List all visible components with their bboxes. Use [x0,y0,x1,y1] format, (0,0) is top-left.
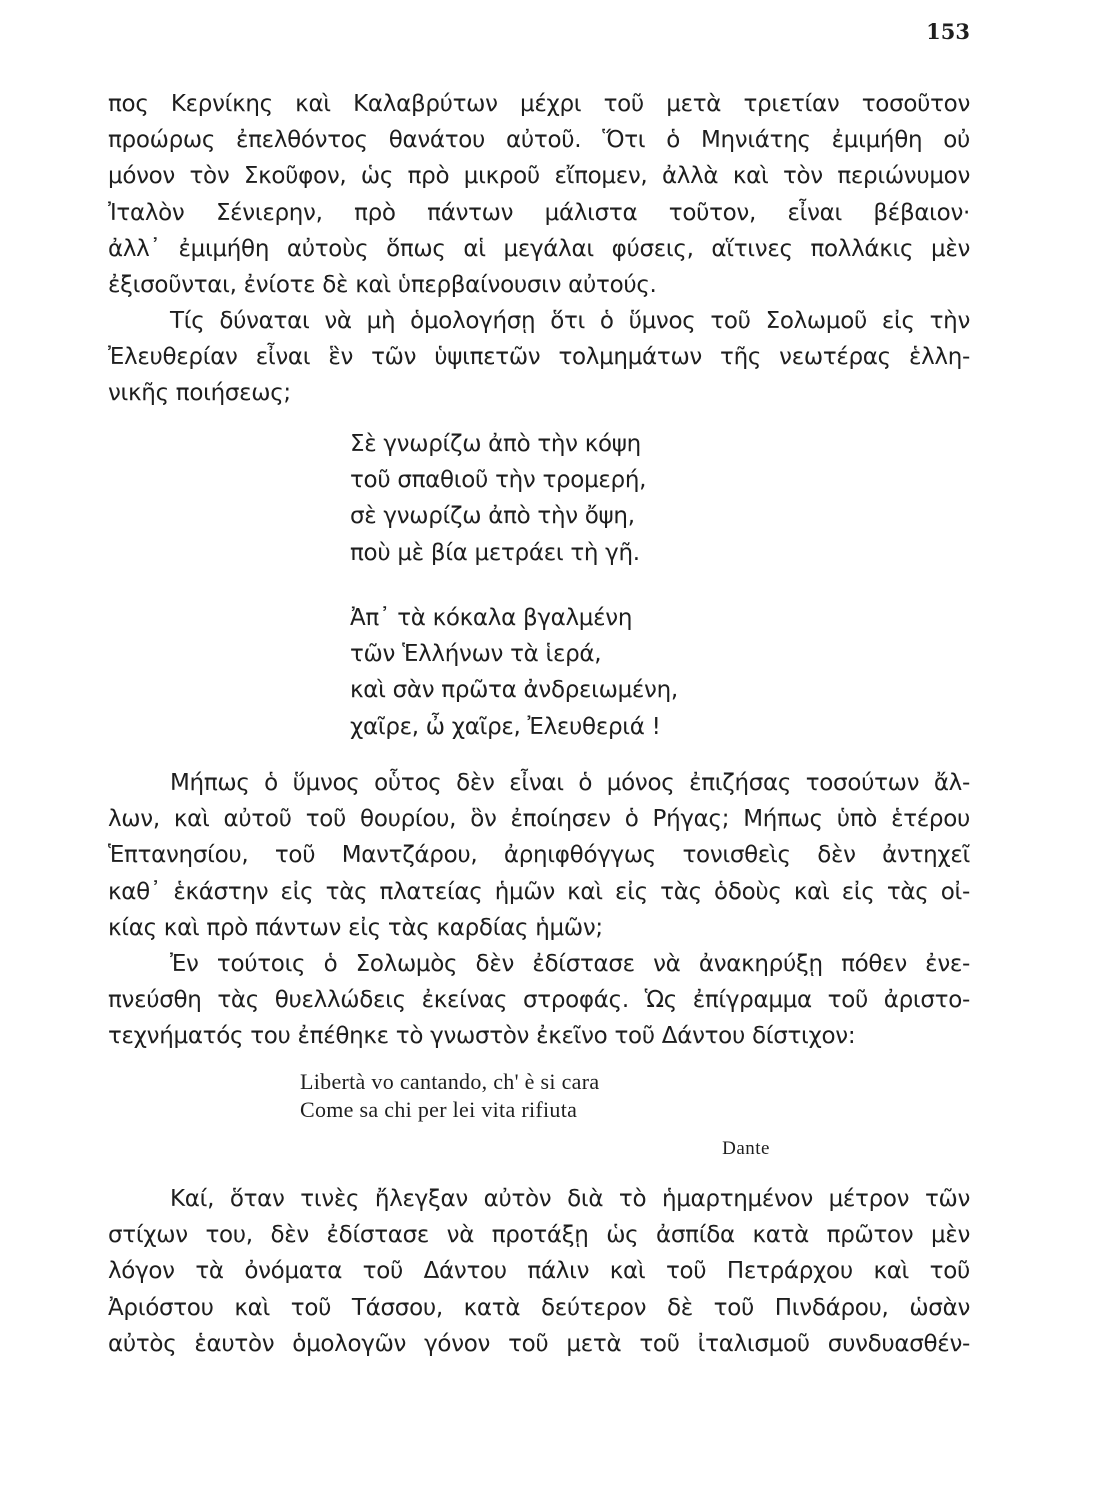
poem-line: σὲ γνωρίζω ἀπὸ τὴν ὄψη, [350,503,635,530]
paragraph-5 [108,1181,970,1362]
poem-line: καὶ σὰν πρῶτα ἀνδρειωμένη, [350,677,678,704]
paragraph-line: αὐτὸς ἑαυτὸν ὁμολογῶν γόνον τοῦ μετὰ τοῦ ἰταλισμοῦ συνδυασθέν- [108,1330,970,1357]
paragraph-line: στίχων του, δὲν ἐδίστασε νὰ προτάξῃ ὡς ἀσπίδα κατὰ πρῶτον μὲν [108,1222,970,1249]
paragraph-line: λόγον τὰ ὀνόματα τοῦ Δάντου πάλιν καὶ τοῦ Πετράρχου καὶ τοῦ [108,1258,970,1285]
paragraph-line: Μήπως ὁ ὕμνος οὗτος δὲν εἶναι ὁ μόνος ἐπιζήσας τοσούτων ἄλ- [170,770,970,796]
paragraph-line: ἀλλ᾽ ἐμιμήθη αὐτοὺς ὅπως αἱ μεγάλαι φύσεις, αἵτινες πολλάκις μὲν [108,235,970,262]
paragraph-line: πος Κερνίκης καὶ Καλαβρύτων μέχρι τοῦ μετὰ τριετίαν τοσοῦτον [108,91,970,117]
paragraph-line: Ἰταλὸν Σένιερην, πρὸ πάντων μάλιστα τοῦτον, εἶναι βέβαιον· [108,199,970,226]
paragraph-1 [108,86,970,303]
poem-line: χαῖρε, ὦ χαῖρε, Ἐλευθεριά ! [350,713,661,740]
quote-line: Libertà vo cantando, ch' è si cara [300,1069,600,1094]
latin-quote [300,1068,770,1124]
paragraph-line: πνεύσθη τὰς θυελλώδεις ἐκείνας στροφάς. Ὡς ἐπίγραμμα τοῦ ἀριστο- [108,987,970,1014]
paragraph-line: μόνον τὸν Σκοῦφον, ὡς πρὸ μικροῦ εἴπομεν, ἀλλὰ καὶ τὸν περιώνυμον [108,163,970,190]
poem-line: ποὺ μὲ βία μετράει τὴ γῆ. [350,539,640,566]
paragraph-line: Ἀριόστου καὶ τοῦ Τάσσου, κατὰ δεύτερον δὲ τοῦ Πινδάρου, ὡσὰν [108,1294,970,1321]
poem-line: Σὲ γνωρίζω ἀπὸ τὴν κόψη [350,431,641,457]
paragraph-line: Τίς δύναται νὰ μὴ ὁμολογήσῃ ὅτι ὁ ὕμνος τοῦ Σολωμοῦ εἰς τὴν [170,308,970,334]
quote-line: Come sa chi per lei vita rifiuta [300,1097,578,1122]
paragraph-4 [108,946,970,1055]
paragraph-line: Ἐλευθερίαν εἶναι ἓν τῶν ὑψιπετῶν τολμημάτων τῆς νεωτέρας ἑλλη- [108,344,970,371]
paragraph-line: Καί, ὅταν τινὲς ἤλεγξαν αὐτὸν διὰ τὸ ἡμαρτημένον μέτρον τῶν [170,1186,970,1212]
paragraph-line: Ἑπτανησίου, τοῦ Μαντζάρου, ἀρηιφθόγγως τονισθεὶς δὲν ἀντηχεῖ [108,842,970,869]
quote-attribution: Dante [722,1138,770,1159]
poem-line: Ἀπ᾽ τὰ κόκαλα βγαλμένη [350,605,633,631]
paragraph-line: ἐξισοῦνται, ἐνίοτε δὲ καὶ ὑπερβαίνουσιν αὐτούς. [108,272,657,299]
page-number: 153 [926,19,970,44]
paragraph-line: νικῆς ποιήσεως; [108,380,291,407]
paragraph-line: τεχνήματός του ἐπέθηκε τὸ γνωστὸν ἐκεῖνο τοῦ Δάντου δίστιχον: [108,1023,856,1050]
paragraph-3 [108,765,970,946]
paragraph-line: καθ᾽ ἑκάστην εἰς τὰς πλατείας ἡμῶν καὶ εἰς τὰς ὁδοὺς καὶ εἰς τὰς οἰ- [108,878,970,905]
poem-stanza-2 [350,600,770,745]
poem-stanza-1 [350,426,770,571]
paragraph-line: λων, καὶ αὐτοῦ τοῦ θουρίου, ὃν ἐποίησεν ὁ Ρήγας; Μήπως ὑπὸ ἑτέρου [108,806,970,833]
paragraph-2 [108,303,970,412]
poem-line: τῶν Ἑλλήνων τὰ ἱερά, [350,641,602,668]
poem-line: τοῦ σπαθιοῦ τὴν τρομερή, [350,467,647,494]
paragraph-line: προώρως ἐπελθόντος θανάτου αὐτοῦ. Ὅτι ὁ Μηνιάτης ἐμιμήθη οὐ [108,127,970,154]
paragraph-line: Ἐν τούτοις ὁ Σολωμὸς δὲν ἐδίστασε νὰ ἀνακηρύξῃ πόθεν ἐνε- [170,951,970,977]
paragraph-line: κίας καὶ πρὸ πάντων εἰς τὰς καρδίας ἡμῶν; [108,914,603,941]
